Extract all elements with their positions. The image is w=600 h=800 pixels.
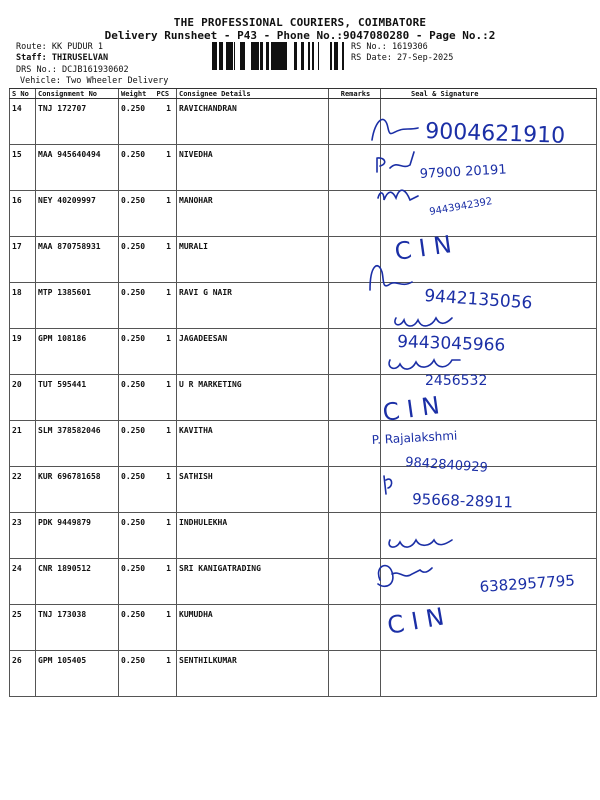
sno-cell: 20 [10,375,36,421]
weight-cell: 0.250 [119,467,155,513]
consignee-cell: KAVITHA [177,421,329,467]
consignment-cell: TNJ 172707 [36,99,119,145]
pcs-cell: 1 [155,421,177,467]
table-row [10,329,597,375]
table-row [10,467,597,513]
consignment-cell: CNR 1890512 [36,559,119,605]
remarks-cell [329,605,381,651]
weight-cell: 0.250 [119,559,155,605]
sno-cell: 22 [10,467,36,513]
company-title: THE PROFESSIONAL COURIERS, COIMBATORE [173,16,427,29]
pcs-cell: 1 [155,467,177,513]
remarks-cell [329,421,381,467]
col-weight: Weight [119,89,155,99]
consignee-cell: INDHULEKHA [177,513,329,559]
signature-cell [381,191,597,237]
remarks-cell [329,99,381,145]
remarks-cell [329,559,381,605]
consignee-cell: MURALI [177,237,329,283]
consignee-cell: SENTHILKUMAR [177,651,329,697]
runsheet-title: Delivery Runsheet - P43 - Phone No.:9047080280 - Page No.:2 [104,29,496,42]
sno-cell: 19 [10,329,36,375]
handwritten-cin-26: C I N [385,602,447,640]
signature-cell [381,329,597,375]
pcs-cell: 1 [155,145,177,191]
handwritten-phone-22: 9842840929 [404,455,489,476]
remarks-cell [329,651,381,697]
sno-cell: 25 [10,605,36,651]
pcs-cell: 1 [155,513,177,559]
handwritten-phone-23: 95668-28911 [411,490,514,512]
weight-cell: 0.250 [119,283,155,329]
consignee-cell: NIVEDHA [177,145,329,191]
consignment-cell: NEY 40209997 [36,191,119,237]
runsheet-table [9,88,597,697]
consignment-cell: MAA 870758931 [36,237,119,283]
col-sno: S No [10,89,36,99]
remarks-cell [329,191,381,237]
signature-cell [381,513,597,559]
remarks-cell [329,467,381,513]
signature-cell [381,145,597,191]
consignment-cell: TUT 595441 [36,375,119,421]
col-pcs: PCS [155,89,177,99]
remarks-cell [329,237,381,283]
barcode [212,42,344,70]
col-consignee: Consignee Details [177,89,329,99]
consignee-cell: SRI KANIGATRADING [177,559,329,605]
pcs-cell: 1 [155,283,177,329]
signature-cell [381,651,597,697]
consignment-cell: SLM 378582046 [36,421,119,467]
handwritten-cin-17: C I N [392,230,454,266]
consignment-cell: GPM 108186 [36,329,119,375]
sno-cell: 24 [10,559,36,605]
remarks-cell [329,513,381,559]
sno-cell: 26 [10,651,36,697]
pcs-cell: 1 [155,237,177,283]
consignment-cell: MAA 945640494 [36,145,119,191]
weight-cell: 0.250 [119,145,155,191]
signature-cell [381,375,597,421]
weight-cell: 0.250 [119,99,155,145]
pcs-cell: 1 [155,605,177,651]
handwritten-phone-19: 9443045966 [396,332,506,356]
weight-cell: 0.250 [119,237,155,283]
route-label: Route: KK PUDUR 1 [16,42,103,52]
sno-cell: 18 [10,283,36,329]
table-row [10,513,597,559]
pcs-cell: 1 [155,329,177,375]
table-row [10,605,597,651]
pcs-cell: 1 [155,375,177,421]
remarks-cell [329,329,381,375]
table-row [10,421,597,467]
consignment-cell: PDK 9449879 [36,513,119,559]
handwritten-phone-16: 9443942392 [428,196,494,218]
handwritten-phone-14: 9004621910 [424,119,566,149]
table-row [10,99,597,145]
consignee-cell: RAVI G NAIR [177,283,329,329]
remarks-cell [329,283,381,329]
handwritten-name-22: P. Rajalakshmi [371,428,458,447]
rs-number: RS No.: 1619306 [351,42,428,52]
weight-cell: 0.250 [119,375,155,421]
sno-cell: 15 [10,145,36,191]
weight-cell: 0.250 [119,191,155,237]
consignment-cell: MTP 1385601 [36,283,119,329]
consignment-cell: TNJ 173038 [36,605,119,651]
weight-cell: 0.250 [119,651,155,697]
remarks-cell [329,375,381,421]
rs-date: RS Date: 27-Sep-2025 [351,53,454,63]
sno-cell: 14 [10,99,36,145]
sno-cell: 17 [10,237,36,283]
consignment-cell: GPM 105405 [36,651,119,697]
weight-cell: 0.250 [119,329,155,375]
remarks-cell [329,145,381,191]
consignee-cell: KUMUDHA [177,605,329,651]
weight-cell: 0.250 [119,605,155,651]
table-row [10,237,597,283]
table-row [10,191,597,237]
pcs-cell: 1 [155,559,177,605]
pcs-cell: 1 [155,651,177,697]
handwritten-phone-25: 6382957795 [479,571,576,596]
sno-cell: 21 [10,421,36,467]
table-row [10,145,597,191]
consignee-cell: U R MARKETING [177,375,329,421]
weight-cell: 0.250 [119,421,155,467]
col-signature: Seal & Signature [381,89,597,99]
signature-cell [381,421,597,467]
table-row [10,375,597,421]
signature-cell [381,467,597,513]
sno-cell: 16 [10,191,36,237]
weight-cell: 0.250 [119,513,155,559]
handwritten-phone-18: 9442135056 [423,286,533,314]
sno-cell: 23 [10,513,36,559]
pcs-cell: 1 [155,191,177,237]
signature-cell [381,605,597,651]
consignee-cell: RAVICHANDRAN [177,99,329,145]
handwritten-phone-15: 97900 20191 [419,162,507,182]
table-row [10,559,597,605]
table-row [10,651,597,697]
signature-cell [381,237,597,283]
col-consignment: Consignment No [36,89,119,99]
staff-label: Staff: THIRUSELVAN [16,53,109,63]
consignee-cell: MANOHAR [177,191,329,237]
consignment-cell: KUR 696781658 [36,467,119,513]
handwritten-cin-21: C I N [380,391,442,427]
signature-cell [381,99,597,145]
vehicle-label: Vehicle: Two Wheeler Delivery [20,76,169,86]
handwritten-phone-20: 2456532 [425,373,488,389]
consignee-cell: SATHISH [177,467,329,513]
drs-label: DRS No.: DCJB161930602 [16,65,129,75]
table-row [10,283,597,329]
table-header-row [10,89,597,99]
consignee-cell: JAGADEESAN [177,329,329,375]
signature-cell [381,283,597,329]
signature-cell [381,559,597,605]
pcs-cell: 1 [155,99,177,145]
col-remarks: Remarks [329,89,381,99]
